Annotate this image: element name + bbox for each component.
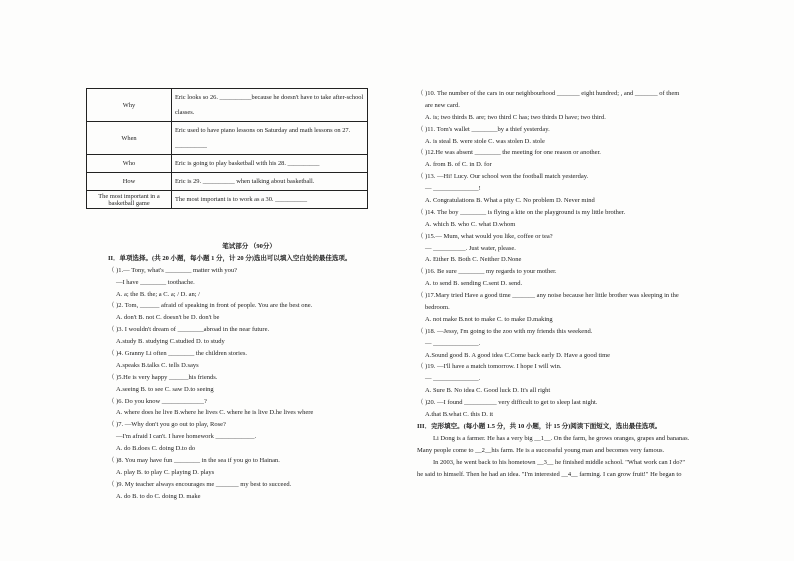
section-heading: III．完形填空。(每小题 1.5 分，共 10 小题，计 15 分)阅读下面短文，选出最佳选项。 xyxy=(417,422,662,430)
table-row xyxy=(87,155,368,173)
question-line: — ______________. xyxy=(425,339,481,347)
right-column xyxy=(417,88,755,480)
question-line: （ )12.He was absent ________ the meeting for one reason or another. xyxy=(417,149,601,157)
question-line: —I have ________ toothache. xyxy=(116,278,195,286)
question-line: Li Dong is a farmer. He has a very big __1__. On the farm, he grows oranges, grapes and bananas. xyxy=(433,434,690,442)
question-line: （ )17.Mary tried Have a good time _______ any noise because her little brother was sleeping in the xyxy=(417,292,679,300)
table-row xyxy=(87,173,368,191)
question-line: A. play B. to play C. playing D. plays xyxy=(116,468,215,476)
question-line: A.Sound good B. A good idea C.Come back early D. Have a good time xyxy=(425,351,611,359)
question-line: — __________. Just water, please. xyxy=(425,244,516,252)
question-line: A. from B. of C. in D. for xyxy=(425,161,492,169)
question-line: （ )16. Be sure ________ my regards to your mother. xyxy=(417,268,557,276)
question-line: （ )8. You may have fun ________ in the sea if you go to Hainan. xyxy=(108,457,280,465)
question-line: A. not make B.not to make C. to make D.making xyxy=(425,315,553,323)
question-line: A. do B.does C. doing D.to do xyxy=(116,445,196,453)
left-column xyxy=(108,241,390,503)
question-line: are new card. xyxy=(425,101,460,109)
table-row xyxy=(87,89,368,122)
question-line: A. to send B. sending C.sent D. send. xyxy=(425,280,523,288)
question-line: （ )14. The boy ________ is flying a kite on the playground is my little brother. xyxy=(417,208,626,216)
question-line: A. do B. to do C. doing D. make xyxy=(116,492,201,500)
question-line: （ )18. —Jessy, I'm going to the zoo with my friends this weekend. xyxy=(417,327,593,335)
question-line: A. Congratulations B. What a pity C. No problem D. Never mind xyxy=(425,197,595,205)
question-line: A. where does he live B.where he lives C. where he is live D.he lives where xyxy=(116,409,314,417)
question-line: （ )11. Tom's wallet ________by a thief yesterday. xyxy=(417,125,550,133)
section-heading: II．单项选择。(共 20 小题，每小题 1 分，计 20 分)选出可以填入空白处的最佳选项。 xyxy=(108,254,352,262)
question-line: — ______________. xyxy=(425,375,481,383)
question-line: A. is; two thirds B. are; two third C has; two thirds D have; two third. xyxy=(425,113,606,121)
question-line: （ )15.— Mum, what would you like, coffee or tea? xyxy=(417,232,553,240)
question-line: he said to himself. Then he had an idea. "I'm interested __4__ farming. I can grow fruit!" He began to xyxy=(417,470,682,478)
table-row-text: The most important is to work as a 30. __________ xyxy=(172,191,368,209)
question-line: Many people come to __2__his farm. He is a successful young man and becomes very famous. xyxy=(417,446,665,454)
info-table xyxy=(86,88,368,209)
question-line: （ )7. —Why don't you go out to play, Rose? xyxy=(108,421,226,429)
section-heading: 笔试部分 （90分） xyxy=(222,243,276,250)
question-line: A.speaks B.talks C. tells D.says xyxy=(116,361,199,369)
question-line: bedroom. xyxy=(425,304,450,312)
question-line: （ )13. —Hi! Lucy. Our school won the football match yesterday. xyxy=(417,173,589,181)
table-row xyxy=(87,191,368,209)
question-line: A.study B. studying C.studied D. to study xyxy=(116,338,225,346)
question-line: （ )1.— Tony, what's ________ matter with you? xyxy=(108,266,238,274)
question-line: （ )19. —I'll have a match tomorrow. I hope I will win. xyxy=(417,363,562,371)
question-line: A.that B.what C. this D. it xyxy=(425,411,494,419)
question-line: A. is steal B. were stole C. was stolen D. stole xyxy=(425,137,545,145)
question-line: A. Sure B. No idea C. Good luck D. It's all right xyxy=(425,387,551,395)
question-line: A. Either B. Both C. Neither D.None xyxy=(425,256,522,264)
question-line: —I'm afraid I can't. I have homework ____________. xyxy=(116,433,257,441)
table-row-text: Eric used to have piano lessons on Saturday and math lessons on 27. __________ xyxy=(172,122,368,155)
question-line: （ )10. The number of the cars in our neighbourhood _______ eight hundred; , and _______ of them xyxy=(417,90,680,97)
question-line: — ______________! xyxy=(425,185,481,193)
question-line: （ )20. —I found __________ very difficult to get to sleep last night. xyxy=(417,399,598,407)
question-line: （ )5.He is very happy ______his friends. xyxy=(108,373,218,381)
table-row-label: How xyxy=(87,173,172,191)
question-line: A. which B. who C. what D.whom xyxy=(425,220,516,228)
question-line: A. don't B. not C. doesn't be D. don't be xyxy=(116,314,220,322)
question-line: （ )4. Granny Li often ________ the children stories. xyxy=(108,350,247,358)
table-row-text: Eric looks so 26. __________because he doesn't have to take after-school classes. xyxy=(172,89,368,122)
question-line: In 2003, he went back to his hometown __3__ he finished middle school. "What work can I do?" xyxy=(433,458,686,466)
table-row-text: Eric is going to play basketball with his 28. __________ xyxy=(172,155,368,173)
table-row-label: Who xyxy=(87,155,172,173)
table-row-text: Eric is 29. __________ when talking about basketball. xyxy=(172,173,368,191)
table-row-label: The most important in a basketball game xyxy=(87,191,172,209)
question-line: A. a; the B. the; a C. a; / D. an; / xyxy=(116,290,200,298)
question-line: （ )2. Tom, ______ afraid of speaking in front of people. You are the best one. xyxy=(108,302,313,310)
table-row xyxy=(87,122,368,155)
table-row-label: When xyxy=(87,122,172,155)
question-line: （ )9. My teacher always encourages me _______ my best to succeed. xyxy=(108,480,292,488)
question-line: A.seeing B. to see C. saw D.to seeing xyxy=(116,385,214,393)
question-line: （ )3. I wouldn't dream of ________abroad in the near future. xyxy=(108,326,270,334)
question-line: （ )6. Do you know _____________? xyxy=(108,397,207,405)
table-row-label: Why xyxy=(87,89,172,122)
